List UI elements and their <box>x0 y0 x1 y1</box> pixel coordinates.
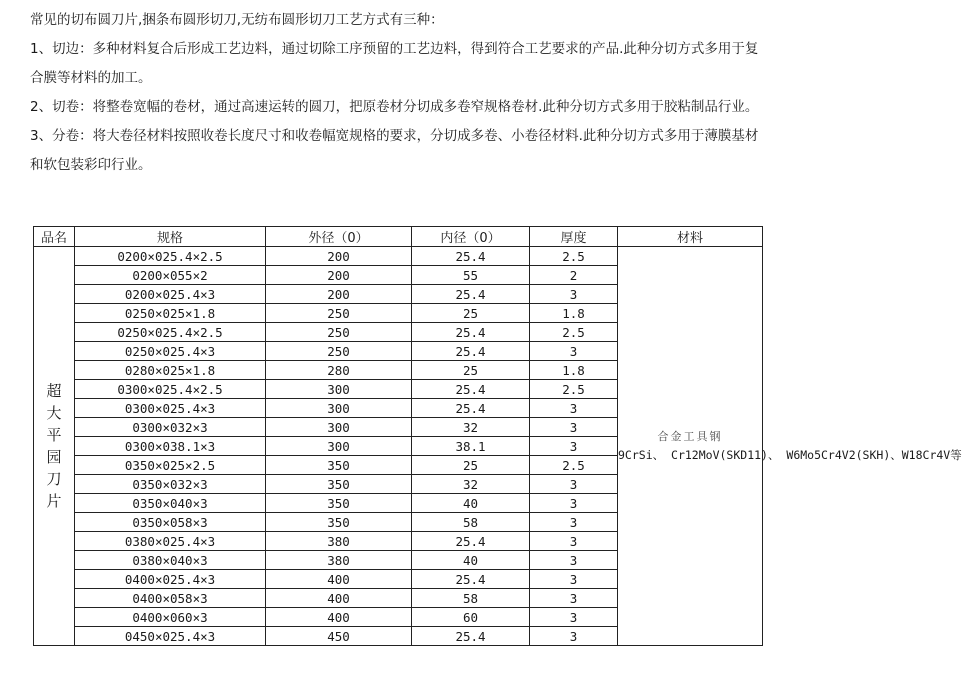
outer-diameter-cell: 300 <box>266 437 412 456</box>
material-text: 9CrSi、 Cr12MoV(SKD11)、 W6Mo5Cr4V2(SKH)、W18Cr4V等 <box>618 448 962 462</box>
thickness-cell: 3 <box>530 494 618 513</box>
outer-diameter-cell: 400 <box>266 589 412 608</box>
header-spec: 规格 <box>75 227 266 247</box>
inner-diameter-cell: 58 <box>412 513 530 532</box>
spec-cell: 0350×040×3 <box>75 494 266 513</box>
thickness-cell: 2.5 <box>530 456 618 475</box>
thickness-cell: 3 <box>530 342 618 361</box>
intro-heading: 常见的切布圆刀片,捆条布圆形切刀,无纺布圆形切刀工艺方式有三种： <box>30 12 444 28</box>
outer-diameter-cell: 250 <box>266 304 412 323</box>
spec-cell: 0350×032×3 <box>75 475 266 494</box>
material-cell <box>618 247 962 646</box>
outer-diameter-cell: 200 <box>266 266 412 285</box>
spec-cell: 0280×025×1.8 <box>75 361 266 380</box>
outer-diameter-cell: 380 <box>266 532 412 551</box>
spec-cell: 0300×038.1×3 <box>75 437 266 456</box>
inner-diameter-cell: 25.4 <box>412 323 530 342</box>
inner-diameter-cell: 25.4 <box>412 342 530 361</box>
spec-cell: 0250×025.4×2.5 <box>75 323 266 342</box>
inner-diameter-cell: 32 <box>412 475 530 494</box>
thickness-cell: 2 <box>530 266 618 285</box>
outer-diameter-cell: 350 <box>266 456 412 475</box>
thickness-cell: 3 <box>530 589 618 608</box>
table-row <box>34 247 763 266</box>
inner-diameter-cell: 25.4 <box>412 399 530 418</box>
spec-cell: 0380×040×3 <box>75 551 266 570</box>
outer-diameter-cell: 380 <box>266 551 412 570</box>
spec-cell: 0350×058×3 <box>75 513 266 532</box>
table-body <box>34 247 962 646</box>
thickness-cell: 3 <box>530 437 618 456</box>
inner-diameter-cell: 25.4 <box>412 380 530 399</box>
header-thickness: 厚度 <box>530 227 618 247</box>
inner-diameter-cell: 25.4 <box>412 247 530 266</box>
product-name-cell: 超 大 平 园 刀 片 <box>34 247 75 646</box>
inner-diameter-cell: 25 <box>412 456 530 475</box>
thickness-cell: 3 <box>530 627 618 646</box>
inner-diameter-cell: 25.4 <box>412 570 530 589</box>
outer-diameter-cell: 280 <box>266 361 412 380</box>
outer-diameter-cell: 250 <box>266 342 412 361</box>
thickness-cell: 3 <box>530 570 618 589</box>
inner-diameter-cell: 40 <box>412 551 530 570</box>
thickness-cell: 3 <box>530 418 618 437</box>
outer-diameter-cell: 300 <box>266 380 412 399</box>
intro-item: 2、切卷：将整卷宽幅的卷材，通过高速运转的圆刀，把原卷材分切成多卷窄规格卷材.此种分切方式多用于胶粘制品行业。 <box>30 99 759 115</box>
inner-diameter-cell: 25.4 <box>412 627 530 646</box>
thickness-cell: 2.5 <box>530 380 618 399</box>
header-outer-diameter: 外径（0） <box>266 227 412 247</box>
spec-cell: 0200×055×2 <box>75 266 266 285</box>
table-header-row <box>34 227 763 247</box>
thickness-cell: 2.5 <box>530 323 618 342</box>
thickness-cell: 2.5 <box>530 247 618 266</box>
intro-item: 1、切边：多种材料复合后形成工艺边料，通过切除工序预留的工艺边料，得到符合工艺要求的产品.此种分切方式多用于复合膜等材料的加工。 <box>30 41 759 86</box>
inner-diameter-cell: 40 <box>412 494 530 513</box>
header-material: 材料 <box>618 227 763 247</box>
outer-diameter-cell: 350 <box>266 475 412 494</box>
outer-diameter-cell: 300 <box>266 418 412 437</box>
intro-text <box>30 6 760 180</box>
spec-cell: 0400×060×3 <box>75 608 266 627</box>
outer-diameter-cell: 400 <box>266 570 412 589</box>
outer-diameter-cell: 350 <box>266 494 412 513</box>
thickness-cell: 3 <box>530 551 618 570</box>
spec-cell: 0200×025.4×3 <box>75 285 266 304</box>
spec-cell: 0400×025.4×3 <box>75 570 266 589</box>
inner-diameter-cell: 58 <box>412 589 530 608</box>
inner-diameter-cell: 55 <box>412 266 530 285</box>
spec-cell: 0350×025×2.5 <box>75 456 266 475</box>
inner-diameter-cell: 25 <box>412 304 530 323</box>
spec-cell: 0400×058×3 <box>75 589 266 608</box>
spec-cell: 0300×025.4×2.5 <box>75 380 266 399</box>
thickness-cell: 3 <box>530 532 618 551</box>
inner-diameter-cell: 25 <box>412 361 530 380</box>
spec-cell: 0250×025×1.8 <box>75 304 266 323</box>
spec-cell: 0250×025.4×3 <box>75 342 266 361</box>
outer-diameter-cell: 350 <box>266 513 412 532</box>
thickness-cell: 1.8 <box>530 304 618 323</box>
outer-diameter-cell: 300 <box>266 399 412 418</box>
intro-item: 3、分卷：将大卷径材料按照收卷长度尺寸和收卷幅宽规格的要求，分切成多卷、小卷径材料.此种分切方式多用于薄膜基材和软包装彩印行业。 <box>30 128 759 173</box>
thickness-cell: 1.8 <box>530 361 618 380</box>
outer-diameter-cell: 400 <box>266 608 412 627</box>
spec-cell: 0300×032×3 <box>75 418 266 437</box>
spec-cell: 0380×025.4×3 <box>75 532 266 551</box>
thickness-cell: 3 <box>530 513 618 532</box>
header-name: 品名 <box>34 227 75 247</box>
inner-diameter-cell: 38.1 <box>412 437 530 456</box>
material-title: 合金工具钢 <box>657 430 723 443</box>
thickness-cell: 3 <box>530 475 618 494</box>
inner-diameter-cell: 25.4 <box>412 532 530 551</box>
inner-diameter-cell: 32 <box>412 418 530 437</box>
outer-diameter-cell: 250 <box>266 323 412 342</box>
inner-diameter-cell: 25.4 <box>412 285 530 304</box>
inner-diameter-cell: 60 <box>412 608 530 627</box>
outer-diameter-cell: 200 <box>266 247 412 266</box>
header-inner-diameter: 内径（0） <box>412 227 530 247</box>
spec-table <box>33 226 962 646</box>
spec-cell: 0300×025.4×3 <box>75 399 266 418</box>
thickness-cell: 3 <box>530 608 618 627</box>
thickness-cell: 3 <box>530 285 618 304</box>
outer-diameter-cell: 200 <box>266 285 412 304</box>
thickness-cell: 3 <box>530 399 618 418</box>
outer-diameter-cell: 450 <box>266 627 412 646</box>
spec-cell: 0200×025.4×2.5 <box>75 247 266 266</box>
spec-cell: 0450×025.4×3 <box>75 627 266 646</box>
